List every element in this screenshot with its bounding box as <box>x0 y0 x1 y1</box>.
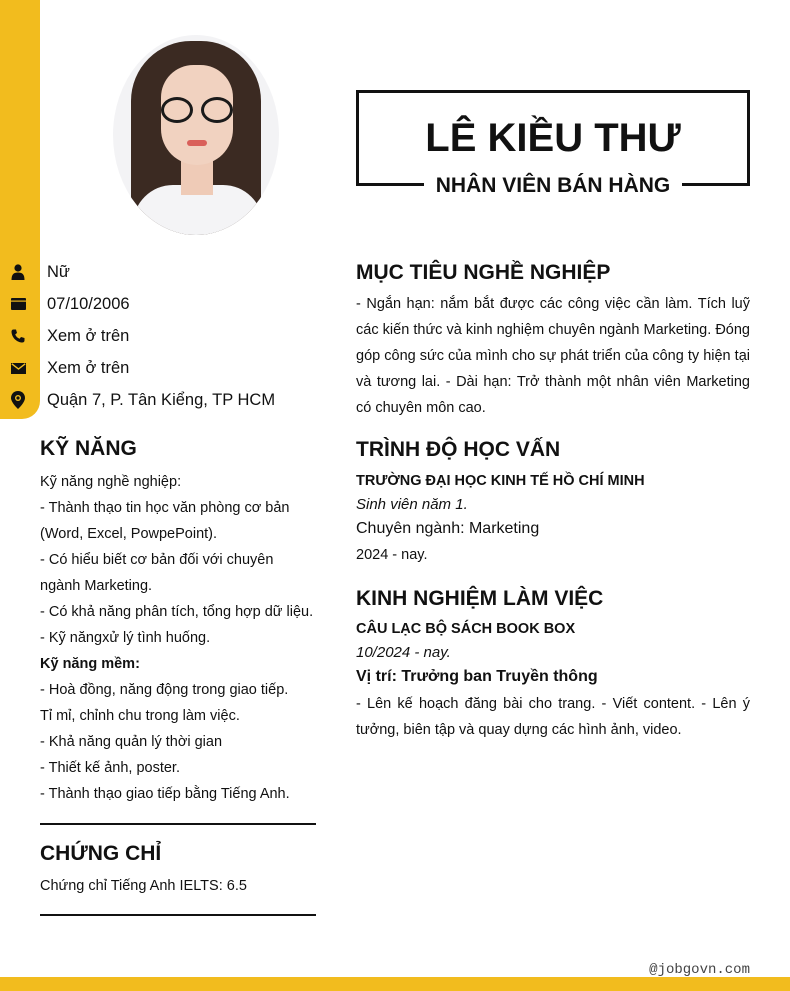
experience-description: - Lên kế hoạch đăng bài cho trang. - Viết content. - Lên ý tưởng, biên tập và quay dựng các hình ảnh, video. <box>356 696 750 738</box>
experience-organization: CÂU LẠC BỘ SÁCH BOOK BOX <box>356 621 576 637</box>
info-birthdate <box>0 288 320 320</box>
skills-line: - Hoà đồng, năng động trong giao tiếp. <box>40 682 289 698</box>
address-value: Quận 7, P. Tân Kiểng, TP HCM <box>47 390 276 409</box>
objective-heading: MỤC TIÊU NGHỀ NGHIỆP <box>356 261 611 284</box>
envelope-icon <box>0 363 36 374</box>
accent-footer-bar <box>0 977 790 991</box>
info-address <box>0 384 320 416</box>
skills-line: ngành Marketing. <box>40 578 153 594</box>
location-pin-icon <box>0 391 36 409</box>
candidate-name: LÊ KIỀU THƯ <box>425 116 681 160</box>
skills-line: Tỉ mỉ, chỉnh chu trong làm việc. <box>40 708 240 724</box>
skills-line: - Thiết kế ảnh, poster. <box>40 760 180 776</box>
education-period: 2024 - nay. <box>356 547 428 563</box>
experience-position: Vị trí: Trưởng ban Truyền thông <box>356 668 598 685</box>
skills-line: - Có hiểu biết cơ bản đối với chuyên <box>40 552 274 568</box>
divider <box>40 914 316 916</box>
phone-value: Xem ở trên <box>47 326 130 345</box>
skills-line: Kỹ năng nghề nghiệp: <box>40 474 182 490</box>
experience-heading: KINH NGHIỆM LÀM VIỆC <box>356 587 604 610</box>
objective-text: - Ngắn hạn: nắm bắt được các công việc cần làm. Tích luỹ các kiến thức và kinh nghiệm chuyên ngành Marketing. Đóng góp công sức của mình cho sự phát triển của công ty hiện tại và tương lai. - Dài hạn: Trở thành một nhân viên Marketing có chuyên môn cao. <box>356 296 750 416</box>
info-phone <box>0 320 320 352</box>
watermark: @jobgovn.com <box>649 962 750 978</box>
education-status: Sinh viên năm 1. <box>356 496 468 513</box>
info-gender <box>0 256 320 288</box>
certificates-heading: CHỨNG CHỈ <box>40 842 162 865</box>
birthdate-value: 07/10/2006 <box>47 294 130 313</box>
school-name: TRƯỜNG ĐẠI HỌC KINH TẾ HỒ CHÍ MINH <box>356 473 645 489</box>
info-email <box>0 352 320 384</box>
profile-photo <box>113 35 279 235</box>
experience-period: 10/2024 - nay. <box>356 644 451 661</box>
skills-line: - Thành thạo tin học văn phòng cơ bản <box>40 500 290 516</box>
divider <box>40 823 316 825</box>
phone-icon <box>0 329 36 343</box>
skills-heading: KỸ NĂNG <box>40 437 137 460</box>
skills-line: - Có khả năng phân tích, tổng hợp dữ liệu. <box>40 604 314 620</box>
certificate-item: Chứng chỉ Tiếng Anh IELTS: 6.5 <box>40 878 247 894</box>
skills-line: (Word, Excel, PowpePoint). <box>40 526 218 542</box>
soft-skills-label: Kỹ năng mềm: <box>40 656 140 672</box>
person-icon <box>0 264 36 280</box>
skills-line: - Thành thạo giao tiếp bằng Tiếng Anh. <box>40 786 290 802</box>
calendar-card-icon <box>0 298 36 310</box>
education-heading: TRÌNH ĐỘ HỌC VẤN <box>356 438 561 461</box>
education-major: Chuyên ngành: Marketing <box>356 520 540 537</box>
gender-value: Nữ <box>47 262 70 281</box>
job-title: NHÂN VIÊN BÁN HÀNG <box>435 174 671 197</box>
skills-line: - Kỹ năngxử lý tình huống. <box>40 630 211 646</box>
skills-line: - Khả năng quản lý thời gian <box>40 734 223 750</box>
email-value: Xem ở trên <box>47 358 130 377</box>
